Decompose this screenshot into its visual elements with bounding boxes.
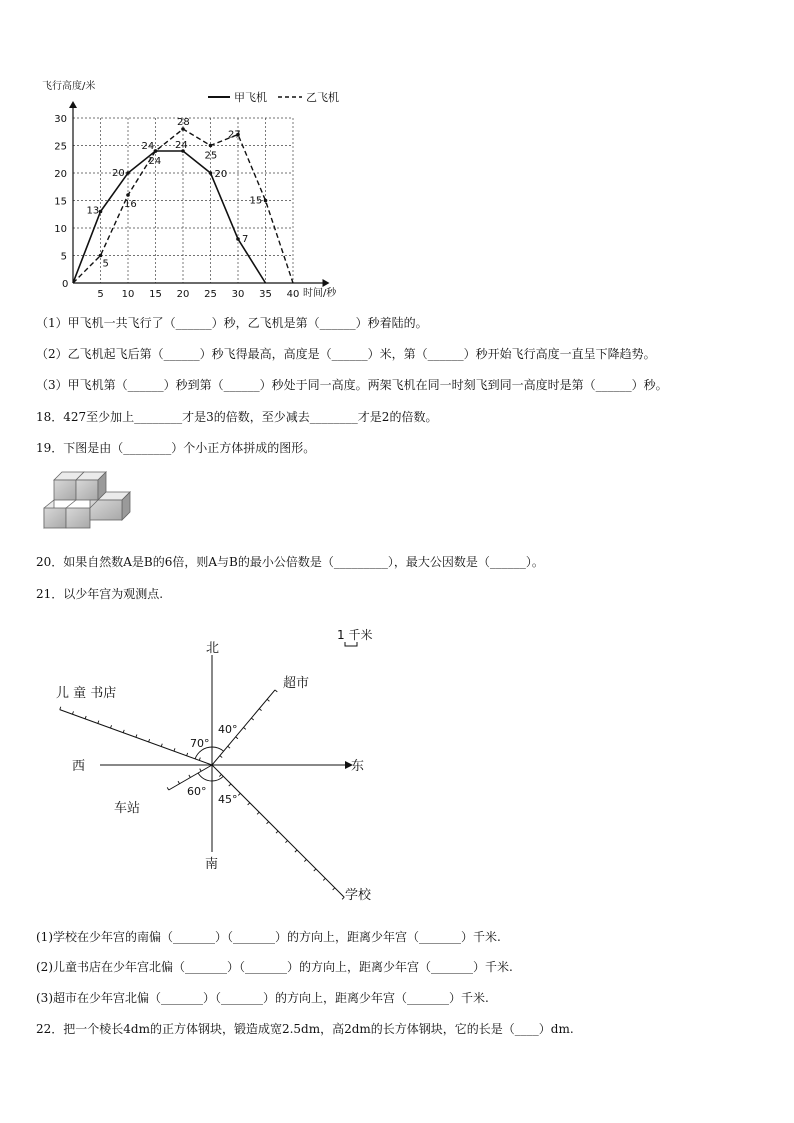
legend-yi-label: 乙飞机 (306, 91, 339, 104)
data-point (264, 199, 268, 203)
x-tick-label: 5 (97, 289, 104, 300)
y-tick-label: 20 (54, 169, 67, 180)
school-ray-tick (333, 888, 335, 890)
q21-sub2: (2)儿童书店在少年宫北偏（_______）（_______）的方向上，距离少年宫（_______）千米. (36, 960, 513, 974)
x-tick-label: 15 (149, 289, 162, 300)
school-ray-tick (295, 850, 297, 852)
q22-text: 22．把一个棱长4dm的正方体钢块，锻造成宽2.5dm，高2dm的长方体钢块，它的长是（____）dm. (36, 1022, 574, 1036)
data-point (126, 171, 130, 175)
arc-60 (198, 773, 212, 781)
bookstore-ray-tick (187, 753, 188, 756)
supermarket-ray-tick (267, 699, 269, 701)
north-label: 北 (206, 641, 220, 656)
data-label: 7 (242, 234, 249, 245)
station-ray-tick (189, 775, 191, 778)
station-ray-tick (178, 781, 180, 784)
y-tick-label: 30 (54, 114, 67, 125)
q17-line3: （3）甲飞机第（______）秒到第（______）秒处于同一高度。两架飞机在同一时刻飞到同一高度时是第（______）秒。 (36, 378, 668, 392)
q21-sub3: (3)超市在少年宫北偏（_______）（_______）的方向上，距离少年宫（_______）千米. (36, 991, 489, 1005)
y-tick-label: 25 (54, 141, 67, 153)
supermarket-ray-tick (275, 690, 277, 692)
bookstore-ray-tick (60, 707, 61, 710)
supermarket-ray-tick (228, 746, 230, 748)
bookstore-ray-tick (149, 739, 150, 742)
data-point (99, 210, 103, 214)
data-point (236, 237, 240, 241)
q17-line1: （1）甲飞机一共飞行了（______）秒，乙飞机是第（______）秒着陆的。 (36, 316, 428, 330)
bookstore-ray-tick (161, 744, 162, 747)
data-label: 28 (177, 117, 190, 128)
school-ray-tick (267, 822, 269, 824)
data-label: 24 (141, 141, 155, 152)
angle-40-label: 40° (218, 723, 238, 736)
bookstore-ray-tick (111, 725, 112, 728)
q19-text: 19．下图是由（________）个小正方体拼成的图形。 (36, 441, 316, 455)
x-axis-arrow (323, 279, 330, 287)
scale-label: 1 千米 (337, 628, 373, 642)
x-tick-label: 20 (176, 289, 190, 300)
station-ray-tick (167, 787, 169, 790)
data-label: 20 (112, 168, 125, 179)
bookstore-ray-tick (136, 734, 137, 737)
east-label: 东 (351, 759, 365, 774)
angle-70-label: 70° (190, 737, 210, 750)
data-label: 16 (124, 199, 137, 210)
y-tick-label: 5 (60, 251, 67, 263)
y-tick-label: 15 (54, 196, 67, 208)
school-ray-tick (238, 793, 240, 795)
arc-40 (212, 747, 224, 751)
x-tick-label: 25 (204, 289, 217, 300)
scale-bar (345, 642, 357, 646)
x-tick-label: 35 (259, 289, 272, 300)
supermarket-ray-tick (243, 727, 245, 729)
school-ray-tick (219, 774, 221, 776)
supermarket-ray-tick (251, 718, 253, 720)
q18-text: 18．427至少加上________才是3的倍数，至少减去________才是2的倍数。 (36, 410, 438, 424)
bookstore-ray-tick (199, 758, 200, 761)
y-tick-label: 10 (54, 224, 67, 235)
bookstore-ray-tick (85, 716, 86, 719)
x-tick-label: 40 (286, 289, 300, 300)
q20-text: 20．如果自然数A是B的6倍，则A与B的最小公倍数是（_________），最大公因数是（______）。 (36, 555, 544, 569)
school-label: 学校 (345, 888, 372, 903)
data-label: 24 (148, 156, 162, 167)
data-label: 5 (102, 258, 109, 270)
station-label: 车站 (114, 801, 141, 816)
data-label: 24 (175, 140, 188, 151)
school-ray-tick (323, 878, 325, 880)
x-tick-label: 10 (121, 289, 135, 300)
legend-jia-label: 甲飞机 (234, 91, 267, 104)
bookstore-ray-tick (72, 711, 73, 714)
x-tick-label: 30 (231, 289, 245, 300)
data-label: 13 (86, 205, 100, 217)
cube-stack-figure (42, 468, 134, 532)
flight-height-chart (30, 74, 360, 304)
data-label: 15 (249, 195, 263, 207)
data-point (99, 254, 103, 258)
supermarket-ray-tick (236, 737, 238, 739)
q21-title: 21．以少年宫为观测点. (36, 587, 164, 601)
y-axis-title: 飞行高度/米 (42, 81, 96, 92)
origin-label: 0 (62, 279, 69, 290)
school-ray-tick (304, 859, 306, 861)
south-label: 南 (205, 857, 219, 872)
data-point (154, 149, 158, 153)
angle-45-label: 45° (218, 793, 238, 806)
school-ray-tick (248, 803, 250, 805)
x-axis-title: 时间/秒 (303, 288, 337, 299)
bookstore-ray-tick (98, 721, 99, 724)
arc-45 (212, 776, 223, 781)
supermarket-label: 超市 (283, 676, 310, 691)
data-label: 27 (228, 129, 241, 141)
west-label: 西 (72, 759, 86, 774)
supermarket-ray-tick (220, 756, 222, 758)
data-point (126, 193, 130, 197)
school-ray-tick (257, 812, 259, 814)
school-ray-tick (285, 841, 287, 843)
bookstore-ray-tick (123, 730, 124, 733)
supermarket-ray-tick (259, 709, 261, 711)
legend (208, 90, 339, 104)
direction-diagram (40, 620, 400, 910)
school-ray-tick (276, 831, 278, 833)
data-label: 25 (204, 150, 218, 162)
school-ray-tick (229, 784, 231, 786)
school-ray-tick (342, 897, 344, 899)
school-ray-tick (314, 869, 316, 871)
data-label: 20 (214, 169, 228, 180)
angle-60-label: 60° (187, 785, 207, 798)
q17-line2: （2）乙飞机起飞后第（______）秒飞得最高，高度是（______）米，第（______）秒开始飞行高度一直呈下降趋势。 (36, 347, 656, 361)
station-ray-tick (200, 769, 202, 772)
data-point (209, 171, 213, 175)
y-axis-arrow (69, 101, 77, 108)
bookstore-label: 儿 童 书店 (56, 686, 117, 701)
bookstore-ray-tick (174, 748, 175, 751)
q21-sub1: (1)学校在少年宫的南偏（_______）（_______）的方向上，距离少年宫（_______）千米. (36, 930, 501, 944)
data-point (209, 144, 213, 148)
